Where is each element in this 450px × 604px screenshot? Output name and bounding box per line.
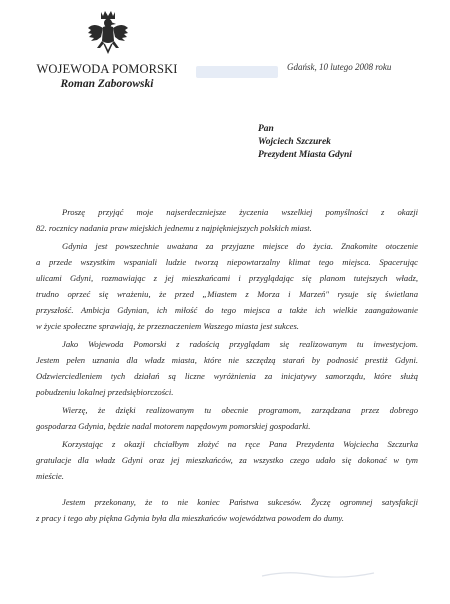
body-line: przyszłość. Ambicja Gdynian, ich miłość do tego miejsca a także ich wielkie zaangażowanie	[36, 305, 418, 315]
body-line: trudno oprzeć się wrażeniu, że przed „Miastem z Morza i Marzeń" rysuje się świetlana	[36, 289, 418, 299]
body-line: ulicami Gdyni, rozmawiając z jej mieszkańcami i przyglądając się planom tutejszych władz,	[36, 273, 418, 283]
body-line: w życie społeczne sprawiają, że przeznaczeniem Waszego miasta jest sukces.	[36, 321, 299, 331]
body-line: Proszę przyjąć moje najserdeczniejsze życzenia wszelkiej pomyślności z okazji	[62, 207, 418, 217]
body-line: gratulacje dla władz Gdyni oraz jej mieszkańców, za wszystko czego udało się dokonać w tym	[36, 455, 418, 465]
body-line: Odzwierciedleniem tych działań są liczne wyróżnienia za inicjatywy samorządu, które służą	[36, 371, 418, 381]
recipient-name: Wojciech Szczurek	[258, 137, 331, 147]
body-line: a przede wszystkim wspaniali ludzie tworzą niepowtarzalny klimat tego miejsca. Spacerując	[36, 257, 418, 267]
recipient-title: Prezydent Miasta Gdyni	[258, 150, 352, 160]
body-line: z pracy i tego aby piękna Gdynia była dla mieszkańców województwa powodem do dumy.	[36, 513, 344, 523]
body-line: Wierzę, że dzięki realizowanym tu obecnie programom, zarządzana przez dobrego	[62, 405, 418, 415]
signature-mark	[258, 566, 378, 582]
organization-name: WOJEWODA POMORSKI	[36, 62, 178, 76]
registration-stamp	[196, 66, 278, 78]
body-line: Jestem przekonany, że to nie koniec Państwa sukcesów. Życzę ogromnej satysfakcji	[62, 497, 418, 507]
body-line: Jestem pełen uznania dla władz miasta, które nie szczędzą starań by podnosić prestiż Gdyni.	[36, 355, 418, 365]
body-line: gospodarza Gdynia, będzie nadal motorem napędowym pomorskiej gospodarki.	[36, 421, 311, 431]
body-line: 82. rocznicy nadania praw miejskich jednemu z najpiękniejszych polskich miast.	[36, 223, 312, 233]
date-line: Gdańsk, 10 lutego 2008 roku	[287, 62, 392, 72]
body-line: Korzystając z okazji chciałbym złożyć na ręce Pana Prezydenta Wojciecha Szczurka	[62, 439, 418, 449]
body-line: pobudzeniu lokalnej przedsiębiorczości.	[36, 387, 174, 397]
recipient-salutation: Pan	[258, 124, 274, 134]
polish-eagle-icon	[86, 8, 130, 60]
body-line: Gdynia jest powszechnie uważana za przyjazne miejsce do życia. Znakomite otoczenie	[62, 241, 418, 251]
official-name: Roman Zaborowski	[60, 78, 154, 90]
body-line: Jako Wojewoda Pomorski z radością przyglądam się realizowanym tu inwestycjom.	[62, 339, 418, 349]
body-line: mieście.	[36, 471, 64, 481]
